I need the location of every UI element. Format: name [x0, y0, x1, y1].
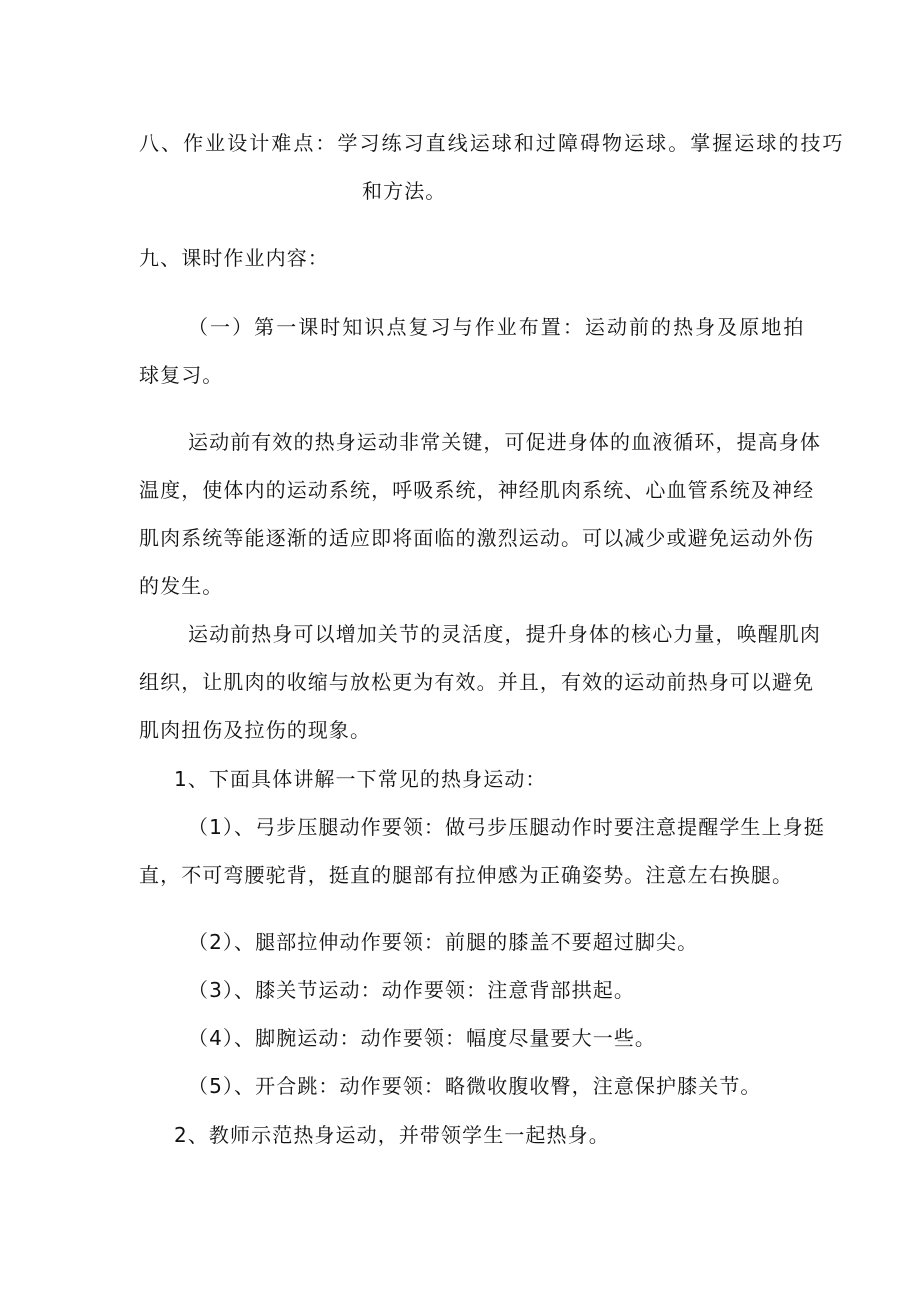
- item-1-sub-1-line-2: 直，不可弯腰驼背，挺直的腿部有拉伸感为正确姿势。注意左右换腿。: [139, 863, 794, 887]
- item-1-sub-4: （4）、脚腕运动：动作要领：幅度尽量要大一些。: [188, 1026, 657, 1050]
- paragraph-1-line-3: 肌肉系统等能逐渐的适应即将面临的激烈运动。可以减少或避免运动外伤: [139, 526, 815, 550]
- lesson-1-line-1: （一）第一课时知识点复习与作业布置：运动前的热身及原地拍: [188, 315, 806, 339]
- paragraph-1-line-1: 运动前有效的热身运动非常关键，可促进身体的血液循环，提高身体: [188, 430, 821, 454]
- item-1-sub-2: （2）、腿部拉伸动作要领：前腿的膝盖不要超过脚尖。: [188, 930, 699, 954]
- paragraph-1-line-2: 温度，使体内的运动系统，呼吸系统，神经肌肉系统、心血管系统及神经: [139, 478, 815, 502]
- item-1-sub-5: （5）、开合跳：动作要领：略微收腹收臀，注意保护膝关节。: [188, 1074, 762, 1098]
- section-9-heading: 九、课时作业内容：: [139, 246, 329, 270]
- item-2-heading: 2、教师示范热身运动，并带领学生一起热身。: [174, 1123, 610, 1147]
- item-1-heading: 1、下面具体讲解一下常见的热身运动：: [174, 767, 547, 791]
- section-8-line-2: 和方法。: [362, 179, 447, 203]
- item-1-sub-1-line-1: （1）、弓步压腿动作要领：做弓步压腿动作时要注意提醒学生上身挺: [188, 815, 825, 839]
- paragraph-2-line-2: 组织，让肌肉的收缩与放松更为有效。并且，有效的运动前热身可以避免: [139, 670, 815, 694]
- item-1-sub-3: （3）、膝关节运动：动作要领：注意背部拱起。: [188, 978, 635, 1002]
- paragraph-2-line-3: 肌肉扭伤及拉伤的现象。: [139, 718, 372, 742]
- lesson-1-line-2: 球复习。: [139, 363, 224, 387]
- paragraph-2-line-1: 运动前热身可以增加关节的灵活度，提升身体的核心力量，唤醒肌肉: [188, 622, 821, 646]
- paragraph-1-line-4: 的发生。: [139, 574, 224, 598]
- section-8-line-1: 八、作业设计难点：学习练习直线运球和过障碍物运球。掌握运球的技巧: [139, 131, 845, 155]
